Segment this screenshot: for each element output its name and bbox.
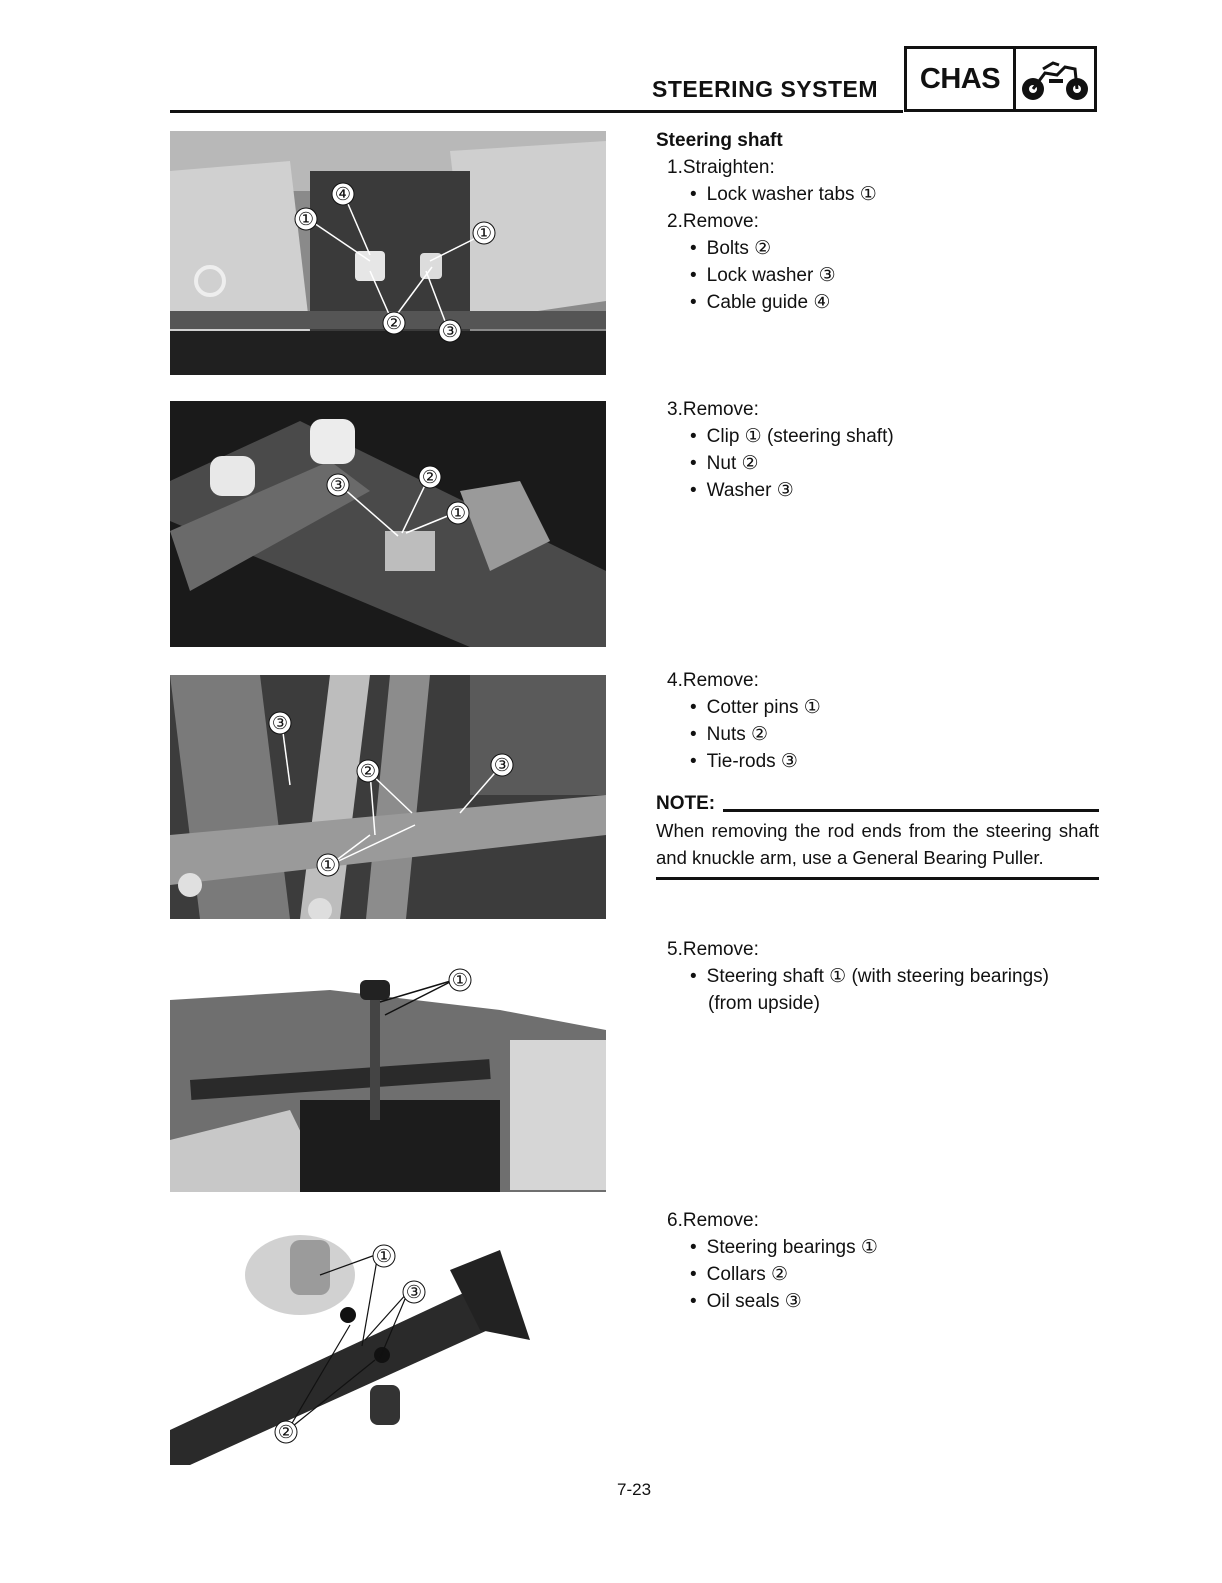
step-item: • Cotter pins ① xyxy=(656,694,821,721)
step-number: 6.Remove: xyxy=(667,1210,759,1231)
note-label: NOTE: xyxy=(656,793,716,814)
step-block-3 xyxy=(656,396,894,504)
step-item: • Washer ③ xyxy=(656,477,894,504)
step-item: • Cable guide ④ xyxy=(656,289,877,316)
callout-3: ③ xyxy=(405,1282,423,1303)
callout-1: ① xyxy=(319,855,337,876)
callout-2: ② xyxy=(359,761,377,782)
step-number: 1.Straighten: xyxy=(667,157,775,178)
note-rule-top xyxy=(723,809,1099,812)
step-item: • Lock washer tabs ① xyxy=(656,181,877,208)
photo-tie-rods xyxy=(170,675,606,919)
photo-steering-shaft-removal xyxy=(170,960,606,1192)
chapter-badge xyxy=(904,46,1097,112)
callout-4: ④ xyxy=(334,184,352,205)
callout-1: ① xyxy=(297,209,315,230)
page-number: 7-23 xyxy=(617,1480,652,1499)
chapter-badge-label: CHAS xyxy=(907,49,1016,109)
step-number: 3.Remove: xyxy=(667,399,759,420)
step-item: • Bolts ② xyxy=(656,235,877,262)
step-block-5 xyxy=(656,936,1049,1017)
callout-3: ③ xyxy=(493,755,511,776)
callout-2: ② xyxy=(421,467,439,488)
step-item: • Tie-rods ③ xyxy=(656,748,821,775)
photo-steering-shaft-top xyxy=(170,131,606,375)
step-item: • Lock washer ③ xyxy=(656,262,877,289)
step-block-4 xyxy=(656,667,821,775)
note-box xyxy=(656,790,1099,880)
callout-3: ③ xyxy=(329,475,347,496)
step-item: • Collars ② xyxy=(656,1261,878,1288)
callout-1: ① xyxy=(375,1246,393,1267)
callout-1: ① xyxy=(475,223,493,244)
step-block-1-2 xyxy=(656,127,877,316)
step-item: • Oil seals ③ xyxy=(656,1288,878,1315)
photo-steering-bearings xyxy=(170,1230,606,1465)
page-section-title: STEERING SYSTEM xyxy=(652,76,879,102)
photo-steering-clip-nut xyxy=(170,401,606,647)
note-text: When removing the rod ends from the steering shaft and knuckle arm, use a General Bearing Puller. xyxy=(656,820,1099,868)
section-heading: Steering shaft xyxy=(656,130,783,151)
step-number: 2.Remove: xyxy=(667,211,759,232)
atv-icon xyxy=(1016,49,1094,109)
header-rule xyxy=(170,110,903,113)
callout-1: ① xyxy=(451,970,469,991)
step-item-continuation: (from upside) xyxy=(708,993,820,1014)
step-number: 4.Remove: xyxy=(667,670,759,691)
callout-2: ② xyxy=(277,1422,295,1443)
step-item: • Nuts ② xyxy=(656,721,821,748)
step-item: • Steering shaft ① (with steering bearings) xyxy=(656,963,1049,990)
callout-1: ① xyxy=(449,503,467,524)
step-block-6 xyxy=(656,1207,878,1315)
callout-2: ② xyxy=(385,313,403,334)
callout-3: ③ xyxy=(271,713,289,734)
callout-3: ③ xyxy=(441,321,459,342)
step-item: • Clip ① (steering shaft) xyxy=(656,423,894,450)
step-item: • Nut ② xyxy=(656,450,894,477)
note-rule-bottom xyxy=(656,877,1099,880)
step-number: 5.Remove: xyxy=(667,939,759,960)
step-item: • Steering bearings ① xyxy=(656,1234,878,1261)
